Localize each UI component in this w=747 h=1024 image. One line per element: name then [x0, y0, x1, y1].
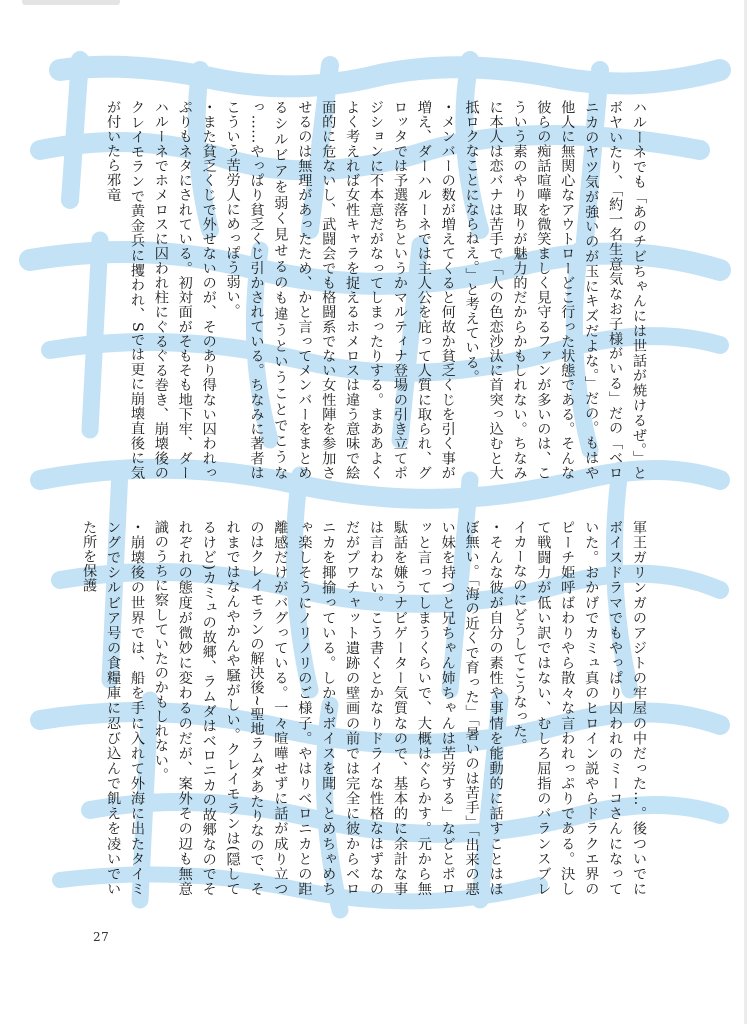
text-block-upper [85, 100, 650, 480]
paragraph: ・崩壊後の世界では、船を手に入れて外海に出たタイミングでシルビア号の食糧庫に忍び込んで飢えを凌いでいた所を保護 [81, 520, 145, 896]
text-block-lower [81, 520, 650, 896]
page-number: 27 [93, 930, 110, 944]
paragraph: ・メンバーの数が増えてくると何故か貧乏くじを引く事が増え、ダーハルーネでは主人公を庇って人質に取られ、グロッタでは予選落ちというかマルティナ登場の引き立てポジションに不本意だがなってしまったりする。まああよくよく考えれば女性キャラを捉えるホメロスは違う意味で絵面的に危ないし、武闘会でも格闘系でない女性陣を参加させるのは無理があったため、かと言ってメンバーをまとめるシルビアを弱く見せるのも違うということでこうなっ……やっぱり貧乏くじ引かされている。ちなみに著者はこういう苦労人にめっぽう弱い。 [224, 100, 456, 480]
page-top-tab [22, 0, 120, 5]
paragraph: 軍王ガリンガのアジトの牢屋の中だった…。後ついでにボイスドラマでもやっぱり囚われのミーコさんになっていた。おかげでカミュ真のヒロイン説やらドラクエ界のピーチ姫呼ばわりやら散々な言われっぷりである。決して戦闘力が低い訳ではない、むしろ屈指のバランスブレイカーなのにどうしてこうなった。 [511, 520, 647, 896]
paragraph: ハルーネでも「あのチビちゃんには世話が焼けるぜ。」とボヤいたり、「約一名生意気なお子様がいる」だの「ベロニカのヤツ気が強いのが玉にキズだよな。」だの。もはや他人に無関心なアウトローどこ行った状態である。そんな彼らの痴話喧嘩を微笑ましく見守るファンが多いのは、こういう素のやり取りが魅力的だからかもしれない。ちなみに本人は恋バナは苦手で「人の色恋沙汰に首突っ込むと大抵ロクなことにならねえ。」と考えている。 [463, 100, 647, 480]
paragraph: ・そんな彼が自分の素性や事情を能動的に話すことはほぼ無い。「海の近くで育った」「暑いのは苦手」「出来の悪い妹を持つと兄ちゃん姉ちゃんは苦労する」などとポロッと言ってしまうくらいで、大概はぐらかす。元から無駄話を嫌うナビゲーター気質なので、基本的に余計な事は言わない。こう書くとかなりドライな性格なはずなのだがプワチャット遺跡の壁画の前では完全に彼からベロニカを揶揄っている。しかもボイスを聞くとめちゃめちゃ楽しそうにノリノリのご様子。やはりベロニカとの距離感だけがバグっている。一々喧嘩せずに話が成り立つのはクレイモランの解決後~聖地ラムダあたりなので、それまではなんやかんや騒がしい。クレイモランは(隠してるけど)カミュの故郷、ラムダはベロニカの故郷なのでそれぞれの態度が微妙に変わるのだが、案外その辺も無意識のうちに察していたのかもしれない。 [152, 520, 504, 896]
paragraph: ・また貧乏くじで外せないのが、そのあり得ない囚われっぷりもネタにされている。初対面がそもそも地下牢、ダーハルーネでホメロスに囚われ柱にぐるぐる巻き、崩壊後のクレイモランで黄金兵に攫われ、Sでは更に崩壊直後に気が付いたら邪竜 [105, 100, 217, 480]
